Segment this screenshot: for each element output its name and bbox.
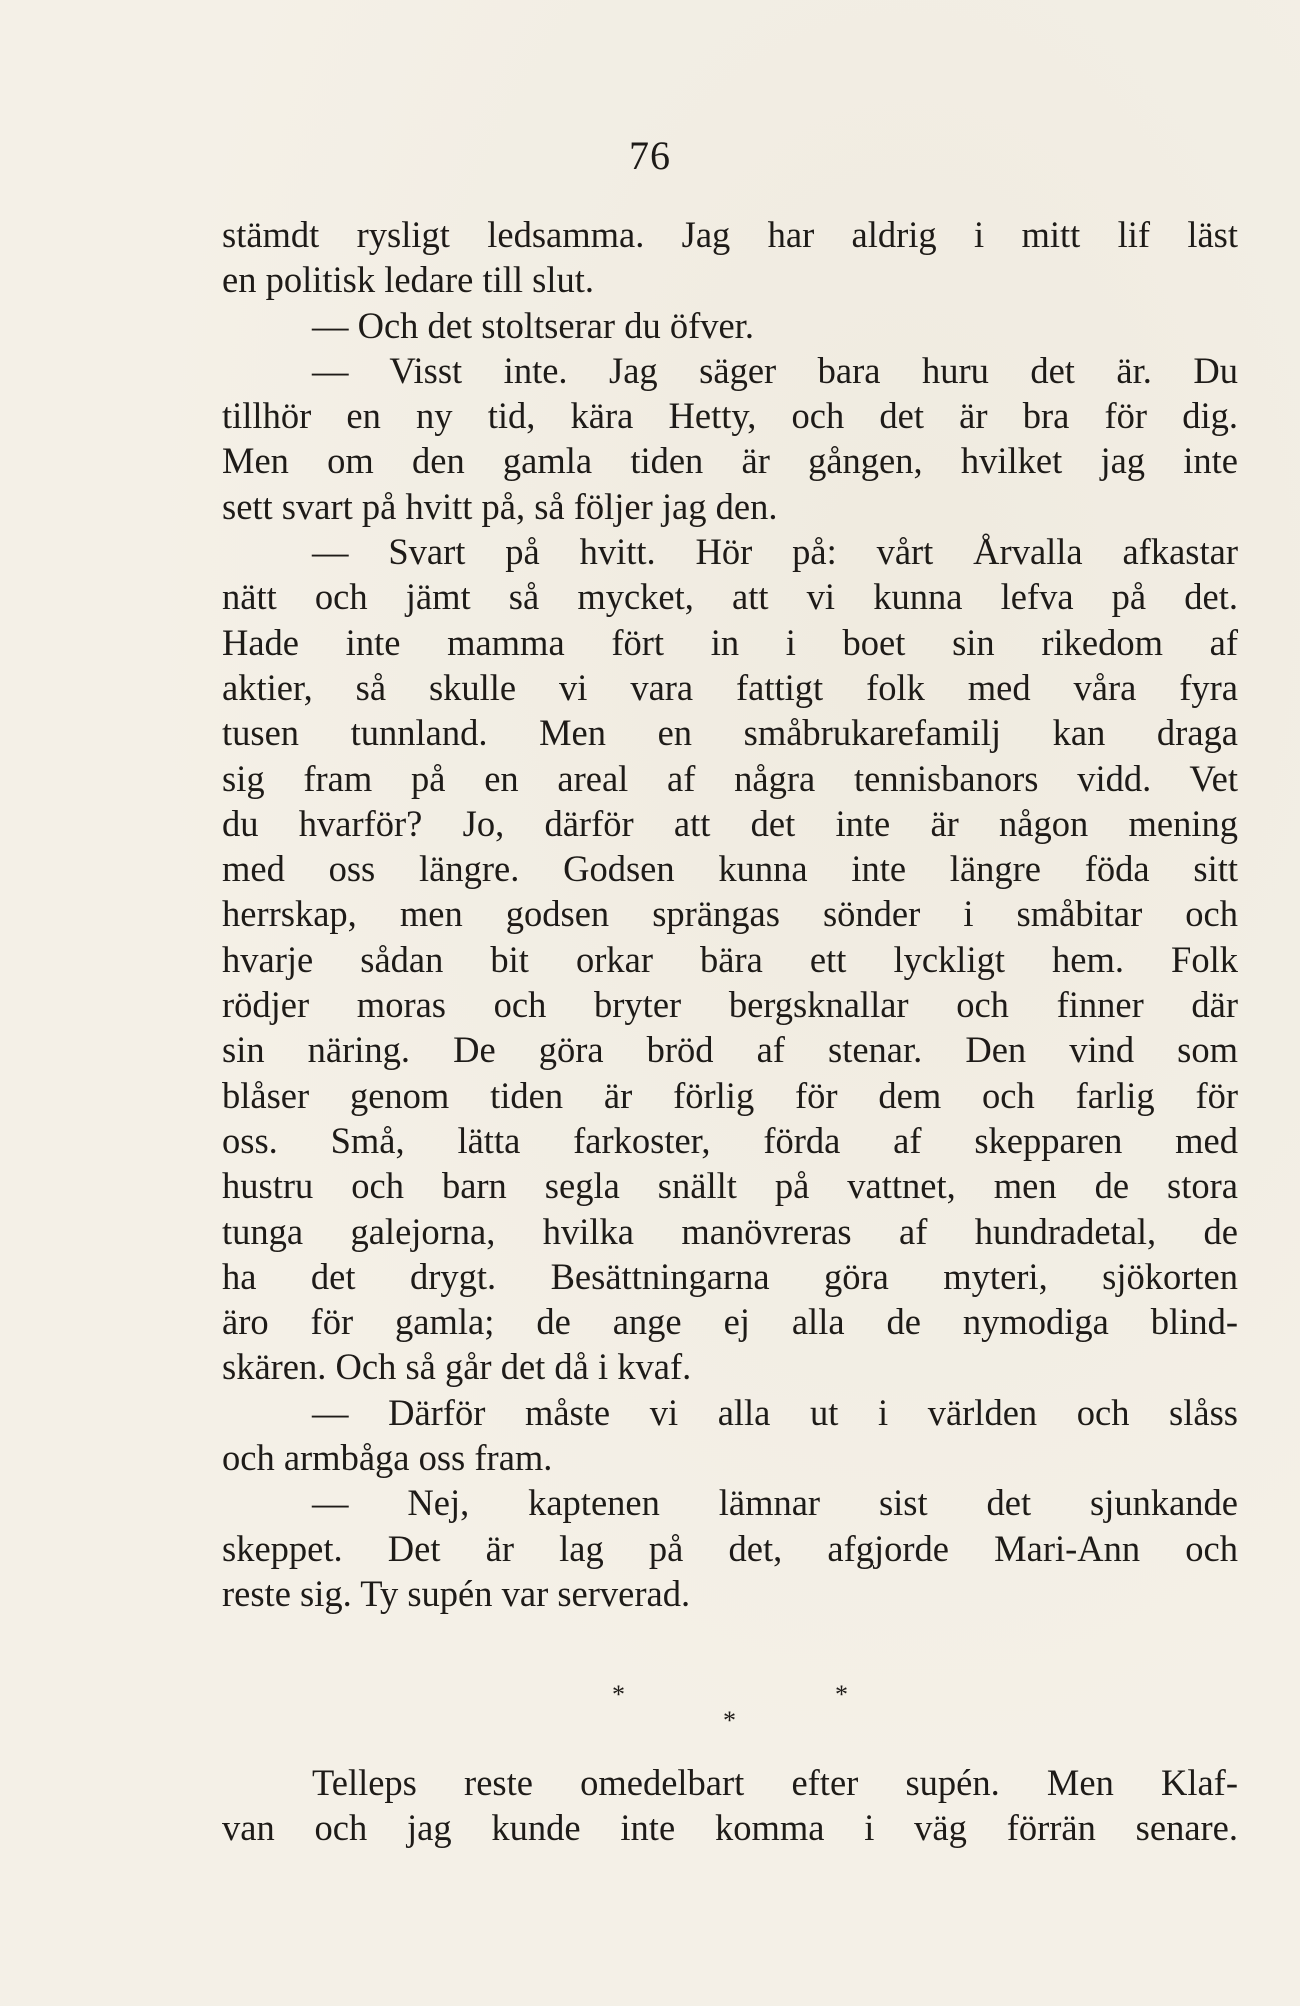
separator-star: * — [835, 1680, 848, 1709]
text-line: skären. Och så går det då i kvaf. — [222, 1346, 692, 1388]
text-line: hustru och barn segla snällt på vattnet, men de stora — [222, 1165, 1238, 1207]
text-line: sin näring. De göra bröd af stenar. Den vind som — [222, 1029, 1238, 1071]
text-line: tunga galejorna, hvilka manövreras af hundradetal, de — [222, 1210, 1238, 1252]
closing-text — [222, 1760, 1238, 1851]
text-line: — Därför måste vi alla ut i världen och slåss — [312, 1391, 1238, 1433]
text-line: — Och det stoltserar du öfver. — [312, 304, 754, 346]
text-line: en politisk ledare till slut. — [222, 259, 595, 301]
separator-star: * — [612, 1680, 625, 1709]
text-line: oss. Små, lätta farkoster, förda af skepparen med — [222, 1119, 1238, 1161]
separator-star: * — [723, 1706, 736, 1735]
text-line: sig fram på en areal af några tennisbanors vidd. Vet — [222, 757, 1238, 799]
text-line: äro för gamla; de ange ej alla de nymodiga blind- — [222, 1301, 1238, 1343]
text-line: hvarje sådan bit orkar bära ett lyckligt hem. Folk — [222, 938, 1238, 980]
text-line: blåser genom tiden är förlig för dem och farlig för — [222, 1074, 1238, 1116]
page-number: 76 — [629, 133, 671, 178]
text-line: — Visst inte. Jag säger bara huru det är. Du — [312, 349, 1238, 391]
text-line: aktier, så skulle vi vara fattigt folk med våra fyra — [222, 666, 1238, 708]
text-line: herrskap, men godsen sprängas sönder i småbitar och — [222, 893, 1238, 935]
text-line: du hvarför? Jo, därför att det inte är någon mening — [222, 802, 1238, 844]
text-line: Men om den gamla tiden är gången, hvilket jag inte — [222, 440, 1238, 482]
text-line: nätt och jämt så mycket, att vi kunna lefva på det. — [222, 576, 1238, 618]
text-line: tusen tunnland. Men en småbrukarefamilj kan draga — [222, 712, 1238, 754]
text-line: reste sig. Ty supén var serverad. — [222, 1572, 691, 1614]
text-line: — Svart på hvitt. Hör på: vårt Årvalla afkastar — [312, 531, 1238, 573]
main-text — [222, 212, 1238, 1616]
text-line: ha det drygt. Besättningarna göra myteri, sjökorten — [222, 1255, 1238, 1297]
text-line: stämdt rysligt ledsamma. Jag har aldrig i mitt lif läst — [222, 214, 1238, 255]
text-line: med oss längre. Godsen kunna inte längre föda sitt — [222, 848, 1238, 890]
text-line: van och jag kunde inte komma i väg förrän senare. — [222, 1807, 1238, 1849]
text-line: — Nej, kaptenen lämnar sist det sjunkande — [312, 1482, 1238, 1524]
text-line: skeppet. Det är lag på det, afgjorde Mari-Ann och — [222, 1527, 1238, 1569]
text-line: sett svart på hvitt på, så följer jag den. — [222, 485, 778, 527]
section-separator — [0, 1680, 1300, 1740]
text-line: rödjer moras och bryter bergsknallar och finner där — [222, 984, 1238, 1026]
text-line: Hade inte mamma fört in i boet sin rikedom af — [222, 621, 1238, 663]
text-line: och armbåga oss fram. — [222, 1437, 553, 1479]
text-line: tillhör en ny tid, kära Hetty, och det är bra för dig. — [222, 395, 1238, 437]
text-line: Telleps reste omedelbart efter supén. Men Klaf- — [312, 1762, 1238, 1803]
